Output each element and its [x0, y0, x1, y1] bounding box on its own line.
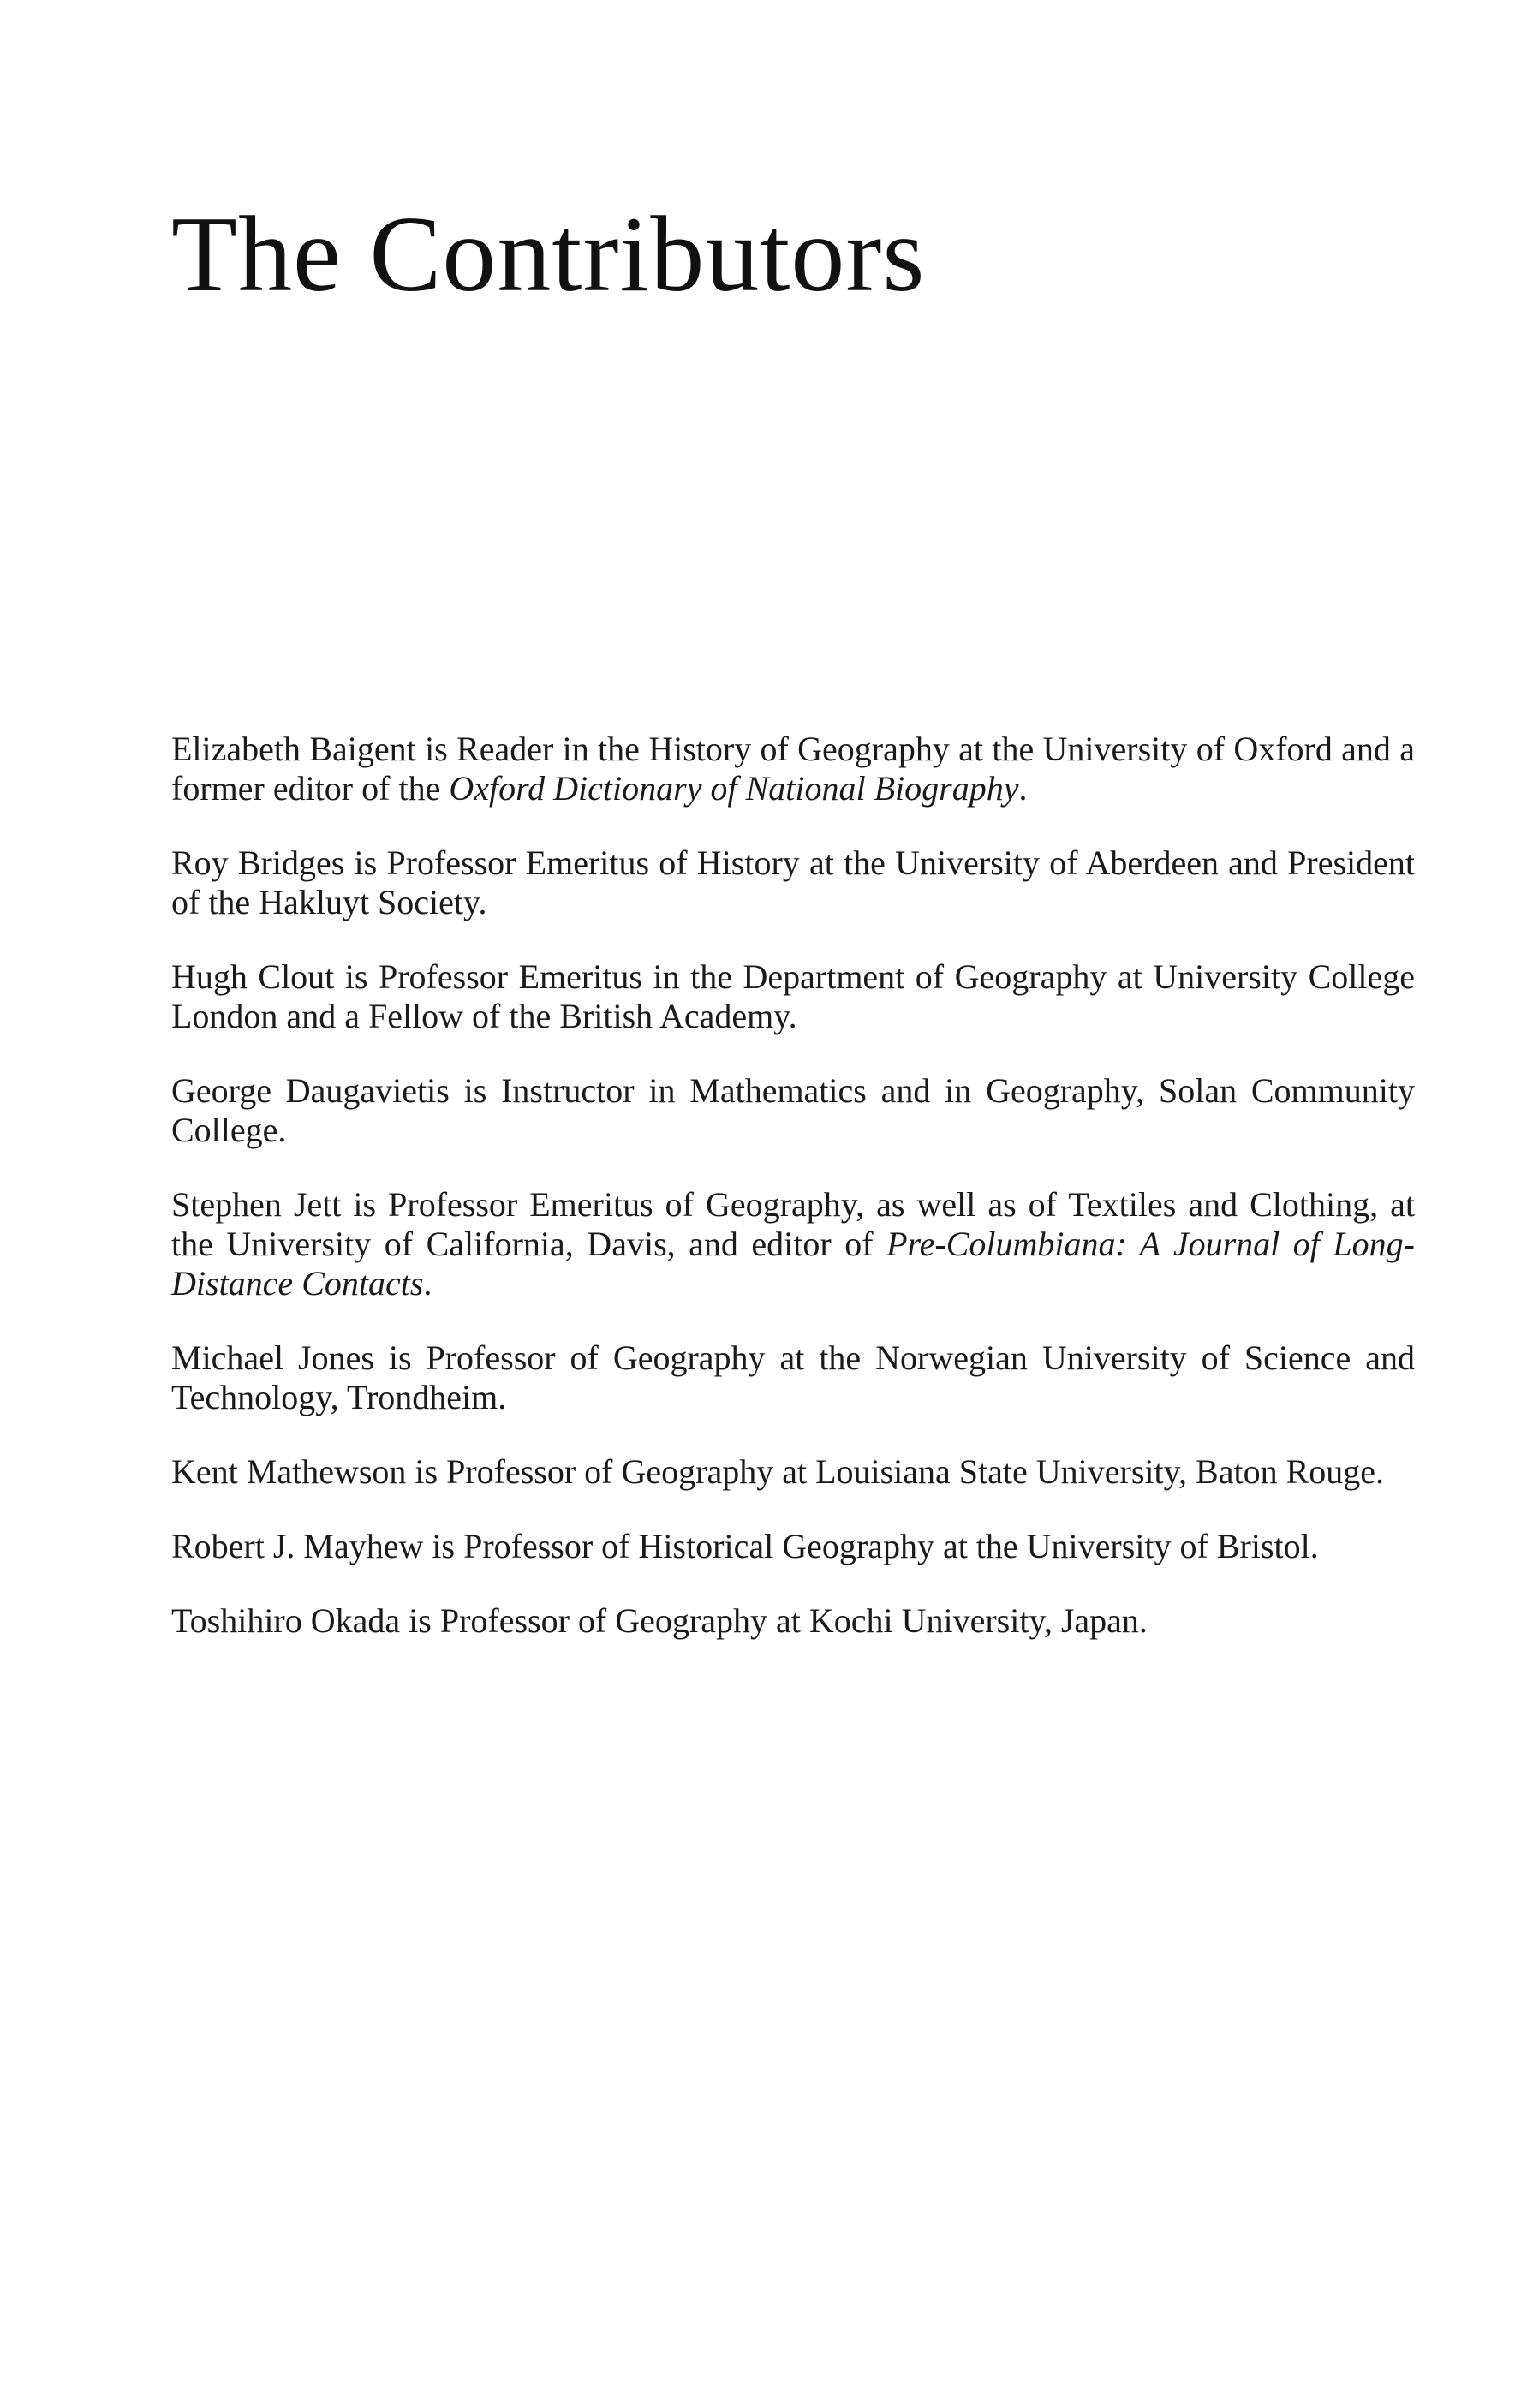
contributor-entry — [171, 1338, 1415, 1417]
contributor-entry — [171, 1601, 1415, 1641]
contributor-entry — [171, 1527, 1415, 1566]
entry-text: Elizabeth Baigent is Reader in the History of Geography at the University of Oxford and a former editor of the — [171, 730, 1415, 808]
contributor-entry — [171, 843, 1415, 922]
contributor-entry — [171, 730, 1415, 808]
entry-text: Kent Mathewson is Professor of Geography at Louisiana State University, Baton Rouge. — [171, 1452, 1385, 1491]
page-title: The Contributors — [171, 195, 926, 314]
entry-text: Hugh Clout is Professor Emeritus in the Department of Geography at University College London and a Fellow of the British Academy. — [171, 957, 1415, 1035]
entry-text: Roy Bridges is Professor Emeritus of History at the University of Aberdeen and President of the Hakluyt Society. — [171, 843, 1415, 921]
entry-italic-title: Oxford Dictionary of National Biography — [449, 769, 1019, 808]
contributor-entry — [171, 1071, 1415, 1150]
entry-text: Toshihiro Okada is Professor of Geography at Kochi University, Japan. — [171, 1601, 1148, 1640]
entry-italic-title: Pre-Columbiana: A Journal of Long-Distance Contacts — [171, 1225, 1416, 1302]
entry-text: Michael Jones is Professor of Geography at the Norwegian University of Science and Technology, Trondheim. — [171, 1338, 1415, 1416]
contributors-list — [171, 730, 1415, 1676]
entry-text-end: . — [1018, 769, 1028, 808]
contributor-entry — [171, 1452, 1415, 1492]
contributor-entry — [171, 957, 1415, 1036]
contributor-entry — [171, 1185, 1415, 1303]
entry-text: Stephen Jett is Professor Emeritus of Geography, as well as of Textiles and Clothing, at the University of California, Davis, and editor of — [171, 1185, 1415, 1263]
entry-text: Robert J. Mayhew is Professor of Historical Geography at the University of Bristol. — [171, 1527, 1319, 1565]
entry-text: George Daugavietis is Instructor in Mathematics and in Geography, Solan Community College. — [171, 1071, 1415, 1149]
entry-text-end: . — [423, 1264, 432, 1302]
